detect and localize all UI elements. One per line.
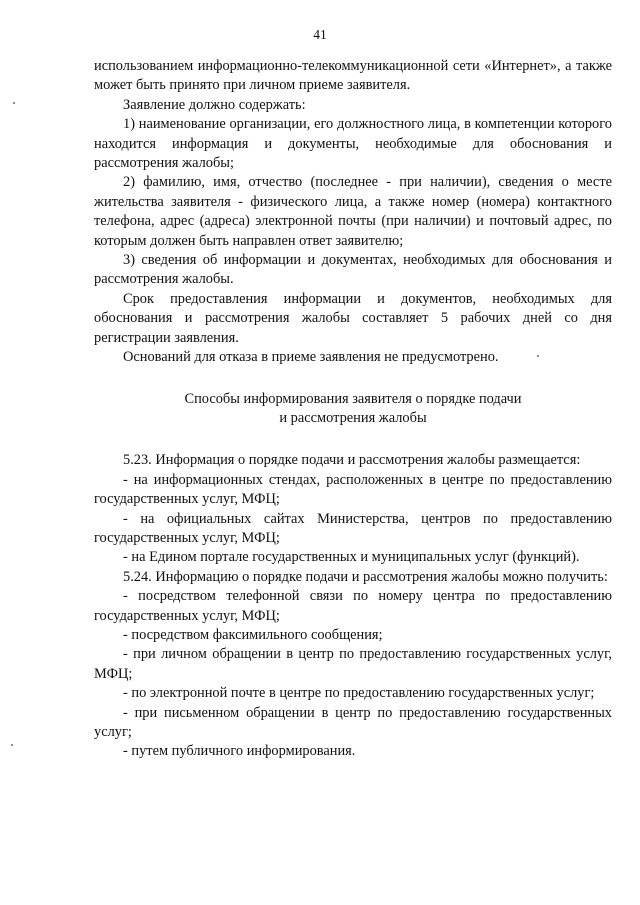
page-body xyxy=(94,57,612,762)
list-item-written-request: - при письменном обращении в центр по предоставлению государственных услуг; xyxy=(94,704,612,740)
section-heading xyxy=(94,390,612,429)
list-item-stands: - на информационных стендах, расположенных в центре по предоставлению государственных услуг, МФЦ; xyxy=(94,471,612,508)
paragraph-item-1: 1) наименование организации, его должностного лица, в компетенции которого находится информация и документы, необходимые для обоснования и рассмотрения жалобы; xyxy=(94,116,612,172)
scan-speck xyxy=(11,744,13,746)
list-item-portal: - на Едином портале государственных и муниципальных услуг (функций). xyxy=(123,549,580,566)
page-number: 41 xyxy=(313,27,327,42)
paragraph-5-24: 5.24. Информацию о порядке подачи и рассмотрения жалобы можно получить: xyxy=(123,568,608,585)
scan-speck xyxy=(537,355,539,357)
list-item-personal-visit: - при личном обращении в центр по предоставлению государственных услуг, МФЦ; xyxy=(94,646,612,682)
paragraph-deadline: Срок предоставления информации и документов, необходимых для обоснования и рассмотрения жалобы составляет 5 рабочих дней со дня регистрации заявления. xyxy=(94,290,612,346)
list-item-phone: - посредством телефонной связи по номеру центра по предоставлению государственных услуг, МФЦ; xyxy=(94,588,612,624)
paragraph-continuation: использованием информационно-телекоммуникационной сети «Интернет», а также может быть принято при личном приеме заявителя. xyxy=(94,58,612,94)
paragraph-item-2: 2) фамилию, имя, отчество (последнее - при наличии), сведения о месте жительства заявителя - физического лица, а также номер (номера) контактного телефона, адрес (адреса) электронной почты (при наличии) и почтовый адрес, по которым должен быть направлен ответ заявителю; xyxy=(94,174,612,249)
list-item-fax: - посредством факсимильного сообщения; xyxy=(123,626,383,643)
section-heading-line-1: Способы информирования заявителя о порядке подачи xyxy=(184,390,522,407)
scan-speck xyxy=(13,102,15,104)
paragraph-no-refusal: Оснований для отказа в приеме заявления не предусмотрено. xyxy=(123,349,499,366)
paragraph-5-23: 5.23. Информация о порядке подачи и рассмотрения жалобы размещается: xyxy=(123,452,581,469)
paragraph-application-contents: Заявление должно содержать: xyxy=(123,96,306,113)
section-heading-line-2: и рассмотрения жалобы xyxy=(279,409,427,426)
list-item-email: - по электронной почте в центре по предоставлению государственных услуг; xyxy=(123,685,595,702)
paragraph-item-3: 3) сведения об информации и документах, необходимых для обоснования и рассмотрения жалобы. xyxy=(94,252,612,288)
list-item-public-informing: - путем публичного информирования. xyxy=(123,743,356,760)
list-item-websites: - на официальных сайтах Министерства, центров по предоставлению государственных услуг, МФЦ; xyxy=(94,510,612,546)
